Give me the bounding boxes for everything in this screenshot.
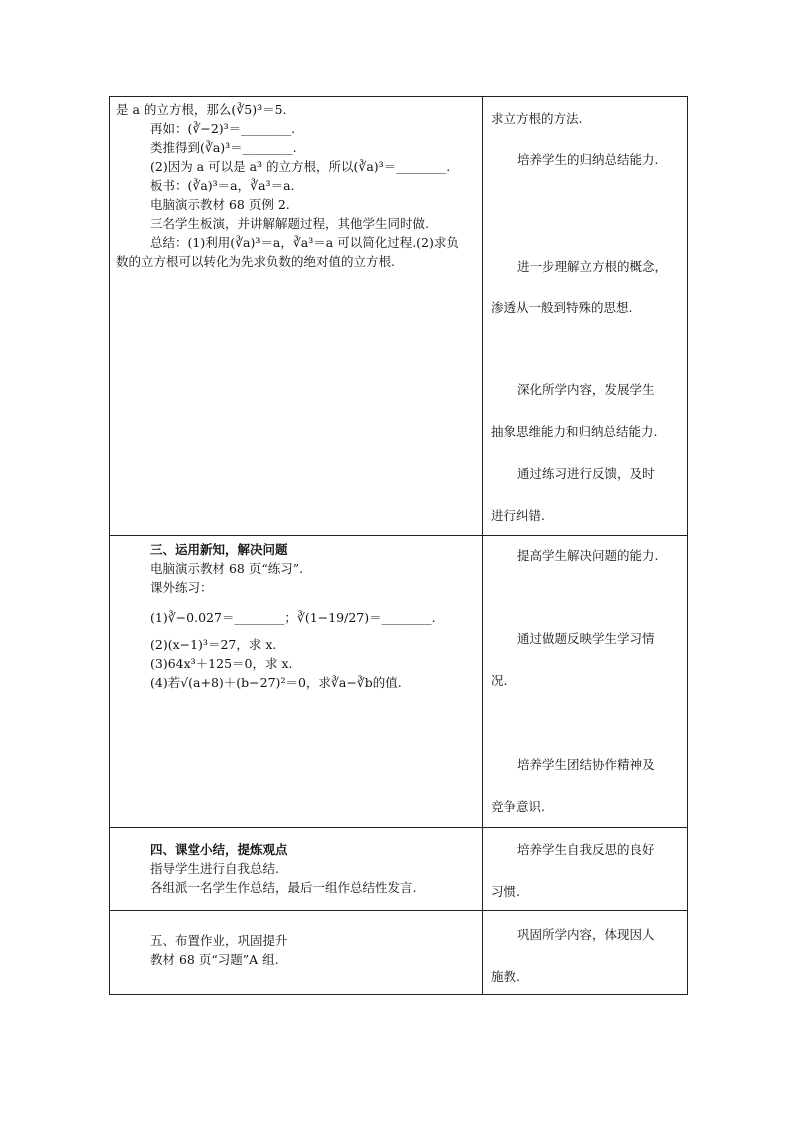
text-line: 通过做题反映学生学习情 — [517, 631, 655, 646]
teaching-process-cell — [110, 828, 483, 911]
table-row — [110, 911, 688, 995]
text-line: 教材 68 页“习题”A 组. — [150, 952, 279, 967]
teaching-process-cell — [110, 97, 483, 536]
text-line: 通过练习进行反馈，及时 — [517, 466, 655, 481]
text-line: 深化所学内容，发展学生 — [517, 382, 655, 397]
text-line: 课外练习： — [150, 580, 213, 595]
text-line: 巩固所学内容，体现因人 — [517, 927, 655, 942]
text-line: 进行纠错. — [491, 508, 545, 523]
text-line: 培养学生自我反思的良好 — [517, 842, 655, 857]
text-line: 三名学生板演，并讲解解题过程，其他学生同时做. — [150, 216, 429, 231]
design-intent-cell — [483, 828, 688, 911]
text-line: 再如：(∛−2)³＝________. — [150, 121, 296, 136]
table-row — [110, 828, 688, 911]
table-row — [110, 97, 688, 536]
text-line: 竞争意识. — [491, 799, 545, 814]
text-line: (2)因为 a 可以是 a³ 的立方根，所以(∛a)³＝________. — [150, 159, 451, 174]
section-heading: 五、布置作业，巩固提升 — [150, 933, 288, 948]
text-line: 指导学生进行自我总结. — [150, 861, 279, 876]
exercise-line: (1)∛−0.027＝________；∛(1−19/27)＝________. — [150, 610, 436, 625]
text-line: 类推得到(∛a)³＝________. — [150, 140, 297, 155]
text-line: 是 a 的立方根，那么(∛5)³＝5. — [116, 102, 287, 117]
design-intent-cell — [483, 97, 688, 536]
text-line: 提高学生解决问题的能力. — [517, 548, 659, 563]
text-line: 总结：(1)利用(∛a)³＝a，∛a³＝a 可以简化过程.(2)求负 — [150, 235, 459, 250]
teaching-process-cell — [110, 536, 483, 828]
text-line: 电脑演示教材 68 页例 2. — [150, 197, 290, 212]
text-line: 电脑演示教材 68 页“练习”. — [150, 561, 304, 576]
text-line: 板书：(∛a)³＝a，∛a³＝a. — [150, 178, 295, 193]
exercise-line: (4)若√(a+8)＋(b−27)²＝0，求∛a−∛b的值. — [150, 675, 402, 690]
text-line: 渗透从一般到特殊的思想. — [491, 300, 633, 315]
exercise-line: (3)64x³＋125＝0，求 x. — [150, 656, 293, 671]
text-line: 况. — [491, 673, 508, 688]
design-intent-cell — [483, 911, 688, 995]
teaching-process-cell — [110, 911, 483, 995]
text-line: 进一步理解立方根的概念， — [517, 259, 668, 274]
section-heading: 三、运用新知，解决问题 — [150, 542, 288, 557]
text-line: 求立方根的方法. — [491, 111, 583, 126]
section-heading: 四、课堂小结，提炼观点 — [150, 842, 288, 857]
table-row — [110, 536, 688, 828]
text-line: 各组派一名学生作总结，最后一组作总结性发言. — [150, 880, 417, 895]
lesson-plan-table — [109, 96, 688, 995]
text-line: 数的立方根可以转化为先求负数的绝对值的立方根. — [116, 254, 395, 269]
text-line: 习惯. — [491, 884, 520, 899]
design-intent-cell — [483, 536, 688, 828]
text-line: 抽象思维能力和归纳总结能力. — [491, 424, 658, 439]
text-line: 培养学生的归纳总结能力. — [517, 152, 659, 167]
text-line: 施教. — [491, 969, 520, 984]
text-line: 培养学生团结协作精神及 — [517, 757, 655, 772]
exercise-line: (2)(x−1)³＝27，求 x. — [150, 637, 277, 652]
